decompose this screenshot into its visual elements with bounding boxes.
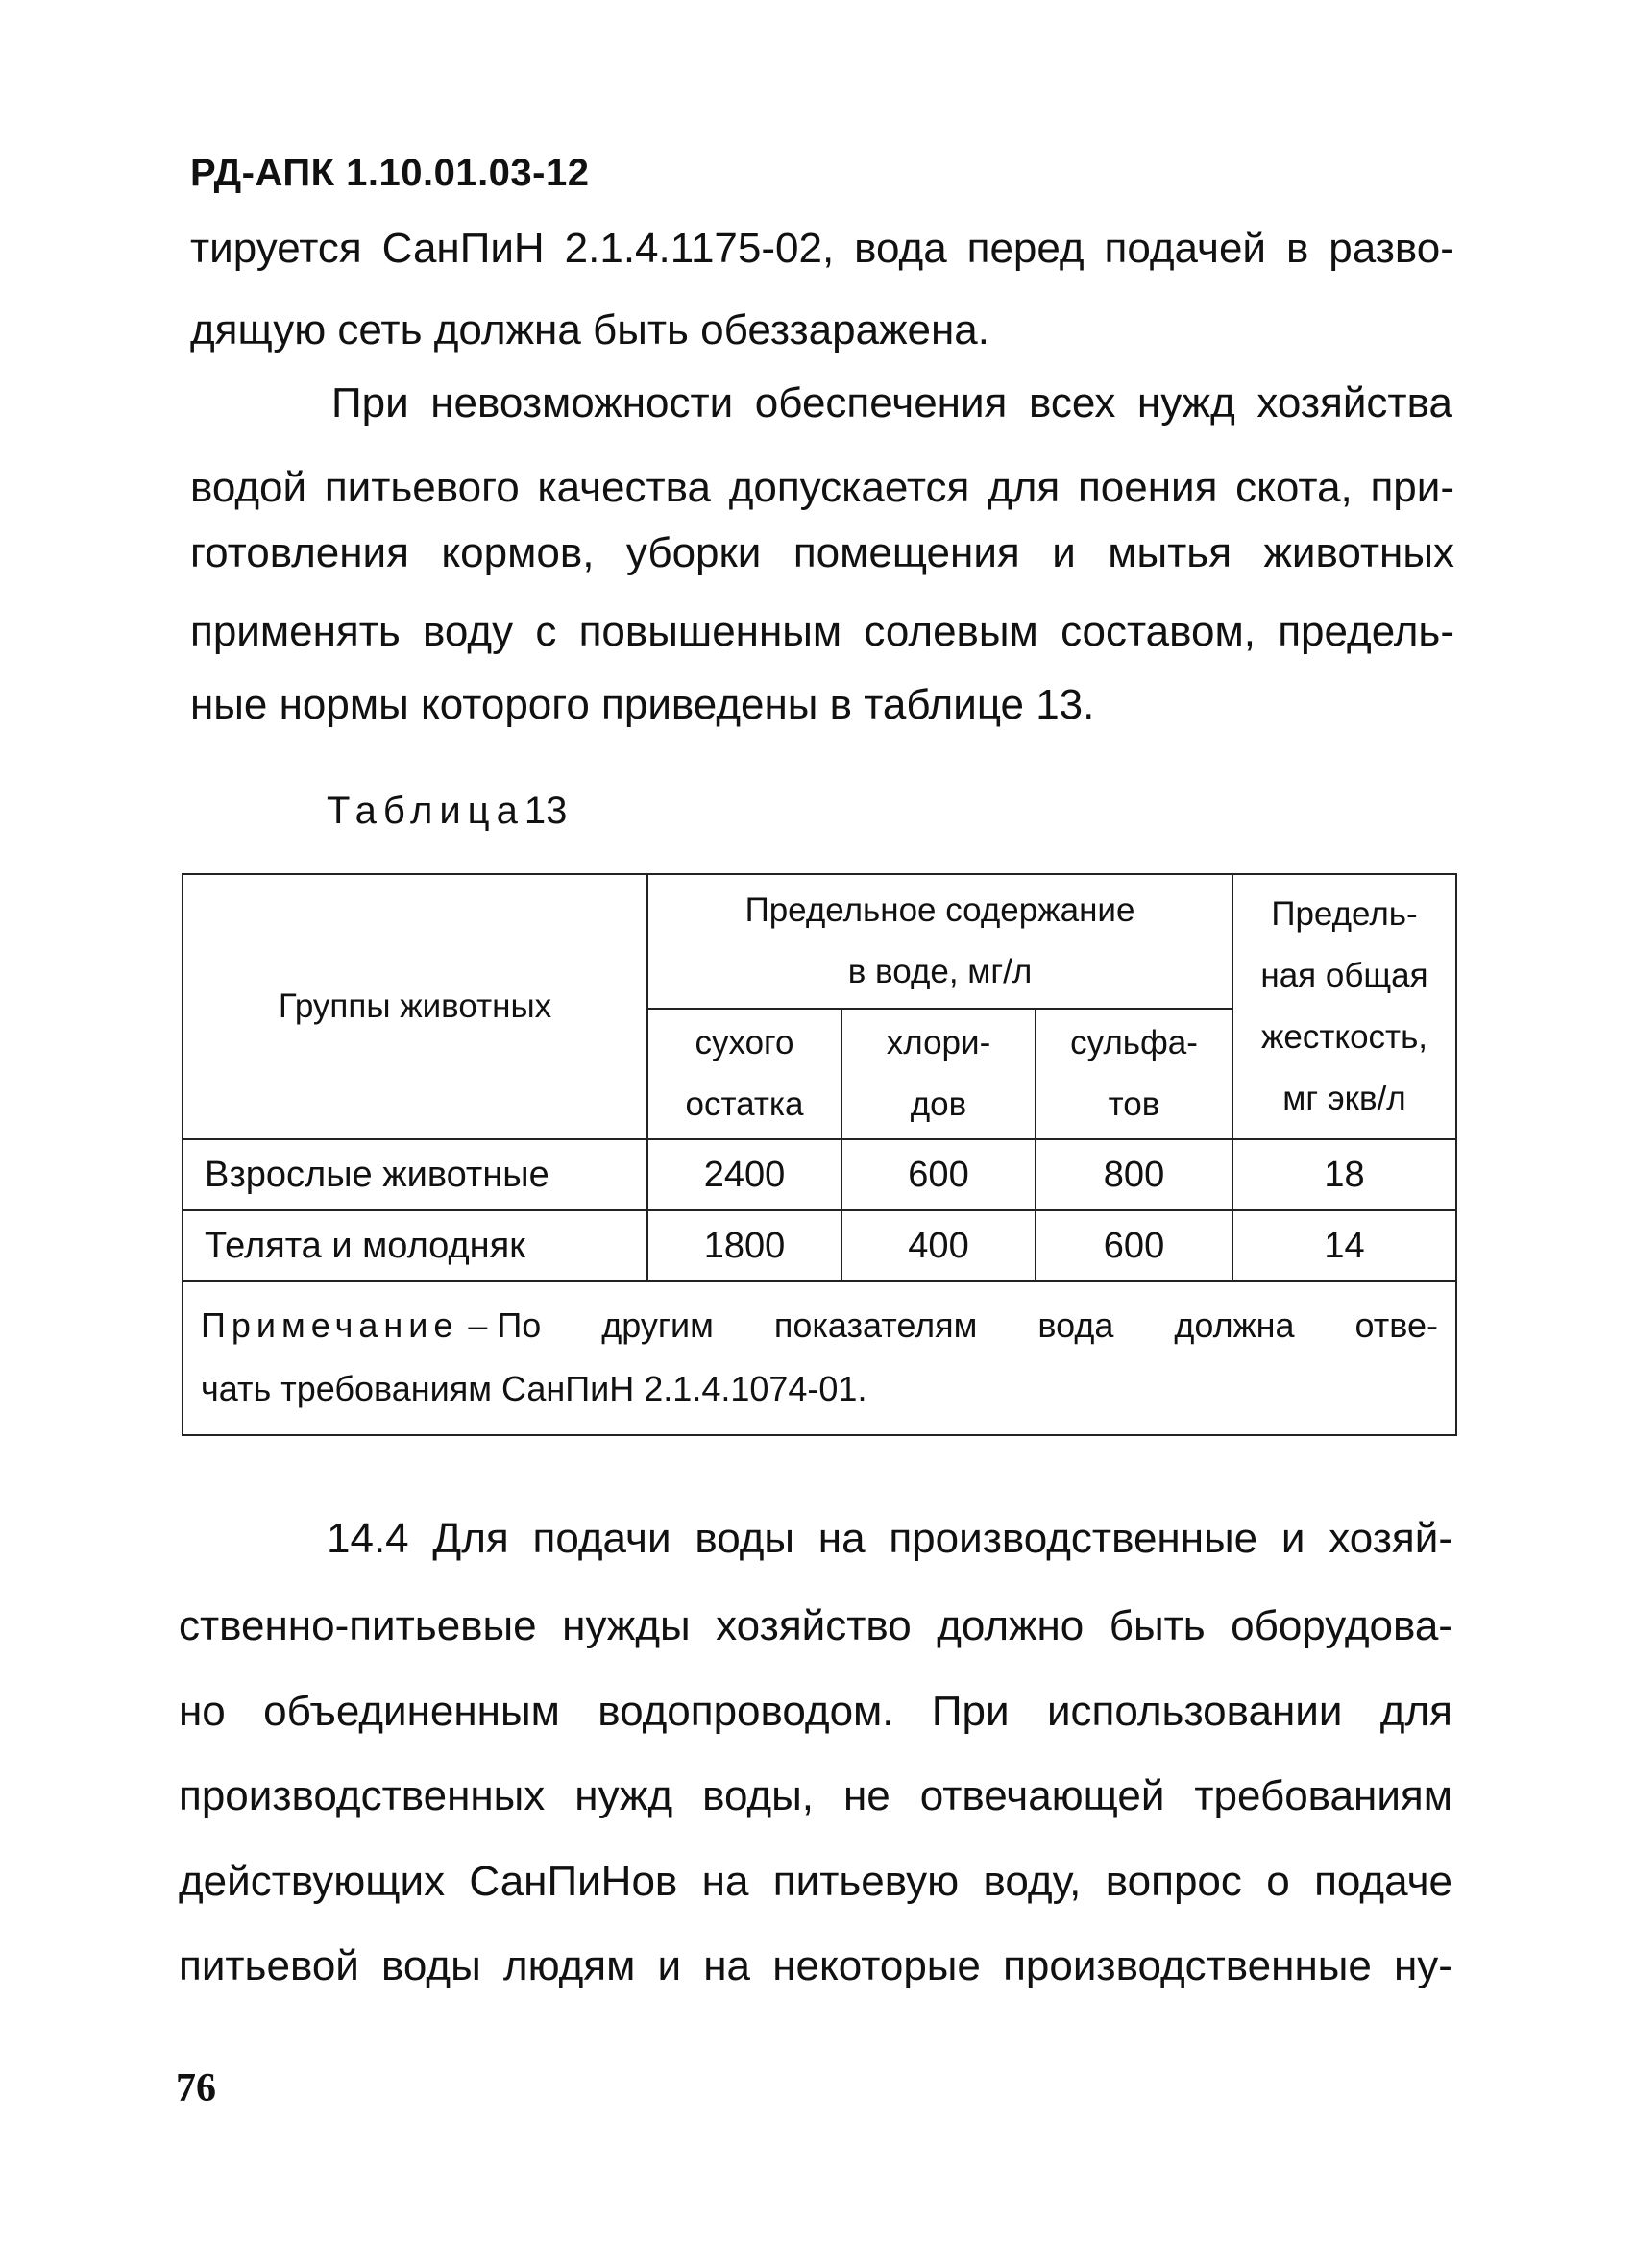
text-line: дящую сеть должна быть обеззаражена.	[190, 306, 989, 354]
col-header-groups-label: Группы животных	[278, 988, 552, 1025]
subheader-dry-residue-line2: остатка	[685, 1085, 804, 1123]
note-label: Примечание	[201, 1305, 459, 1345]
subheader-chlorides	[841, 1009, 1036, 1139]
subheader-chlorides-line2: дов	[910, 1085, 967, 1123]
note-line-1	[201, 1294, 1438, 1357]
table-row	[183, 1210, 1456, 1281]
note-text-line1: По другим показателям вода должна отве-	[497, 1305, 1438, 1345]
subheader-chlorides-line1: хлори-	[886, 1024, 991, 1061]
text-line: ственно-питьевые нужды хозяйство должно быть оборудова-	[179, 1602, 1452, 1649]
text-line: ные нормы которого приведены в таблице 13.	[190, 681, 1095, 728]
cell-hardness: 18	[1232, 1139, 1456, 1210]
cell-hardness: 14	[1232, 1210, 1456, 1281]
cell-dry-residue: 2400	[647, 1139, 841, 1210]
text-line: питьевой воды людям и на некоторые производственные ну-	[179, 1942, 1452, 1989]
text-line: водой питьевого качества допускается для поения скота, при-	[190, 464, 1454, 511]
col-header-limit-line1: Предельное содержание	[744, 891, 1135, 929]
subheader-sulfates	[1036, 1009, 1232, 1139]
col-header-hardness	[1232, 874, 1456, 1139]
table-row	[183, 1139, 1456, 1210]
text-line: готовления кормов, уборки помещения и мытья животных	[190, 529, 1454, 576]
table-13	[182, 873, 1455, 1436]
note-text-line2: чать требованиям СанПиН 2.1.4.1074-01.	[201, 1369, 867, 1408]
text-line: но объединенным водопроводом. При использовании для	[179, 1688, 1452, 1735]
table-caption	[327, 790, 567, 833]
text-line: 14.4 Для подачи воды на производственные и хозяй-	[327, 1515, 1452, 1562]
table-note-row	[183, 1281, 1456, 1435]
text-line: применять воду с повышенным солевым составом, предель-	[190, 608, 1454, 655]
col-header-limit-content	[647, 874, 1232, 1009]
table-caption-label: Таблица	[327, 790, 524, 832]
cell-group: Взрослые животные	[183, 1139, 647, 1210]
cell-chlorides: 400	[841, 1210, 1036, 1281]
col-header-hardness-line4: мг экв/л	[1282, 1080, 1406, 1117]
col-header-hardness-line2: ная общая	[1260, 957, 1428, 994]
cell-sulfates: 600	[1036, 1210, 1232, 1281]
water-norms-table	[182, 873, 1457, 1436]
subheader-dry-residue-line1: сухого	[695, 1024, 794, 1061]
note-dash: –	[468, 1305, 488, 1345]
cell-chlorides: 600	[841, 1139, 1036, 1210]
col-header-hardness-line3: жесткость,	[1260, 1018, 1428, 1056]
text-line: производственных нужд воды, не отвечающей требованиям	[179, 1772, 1452, 1819]
cell-group: Телята и молодняк	[183, 1210, 647, 1281]
col-header-hardness-line1: Предель-	[1271, 895, 1418, 933]
subheader-dry-residue	[647, 1009, 841, 1139]
subheader-sulfates-line1: сульфа-	[1070, 1024, 1198, 1061]
text-line: тируется СанПиН 2.1.4.1175-02, вода перед подачей в разво-	[190, 225, 1454, 272]
page-header: РД-АПК 1.10.01.03-12	[190, 152, 590, 194]
col-header-groups	[183, 874, 647, 1139]
subheader-sulfates-line2: тов	[1108, 1085, 1160, 1123]
cell-dry-residue: 1800	[647, 1210, 841, 1281]
cell-sulfates: 800	[1036, 1139, 1232, 1210]
page-number: 76	[176, 2066, 216, 2110]
col-header-limit-line2: в воде, мг/л	[847, 953, 1033, 990]
table-note	[183, 1281, 1456, 1435]
text-line: При невозможности обеспечения всех нужд хозяйства	[331, 379, 1452, 427]
table-caption-number: 13	[524, 790, 568, 832]
text-line: действующих СанПиНов на питьевую воду, вопрос о подаче	[179, 1858, 1452, 1905]
